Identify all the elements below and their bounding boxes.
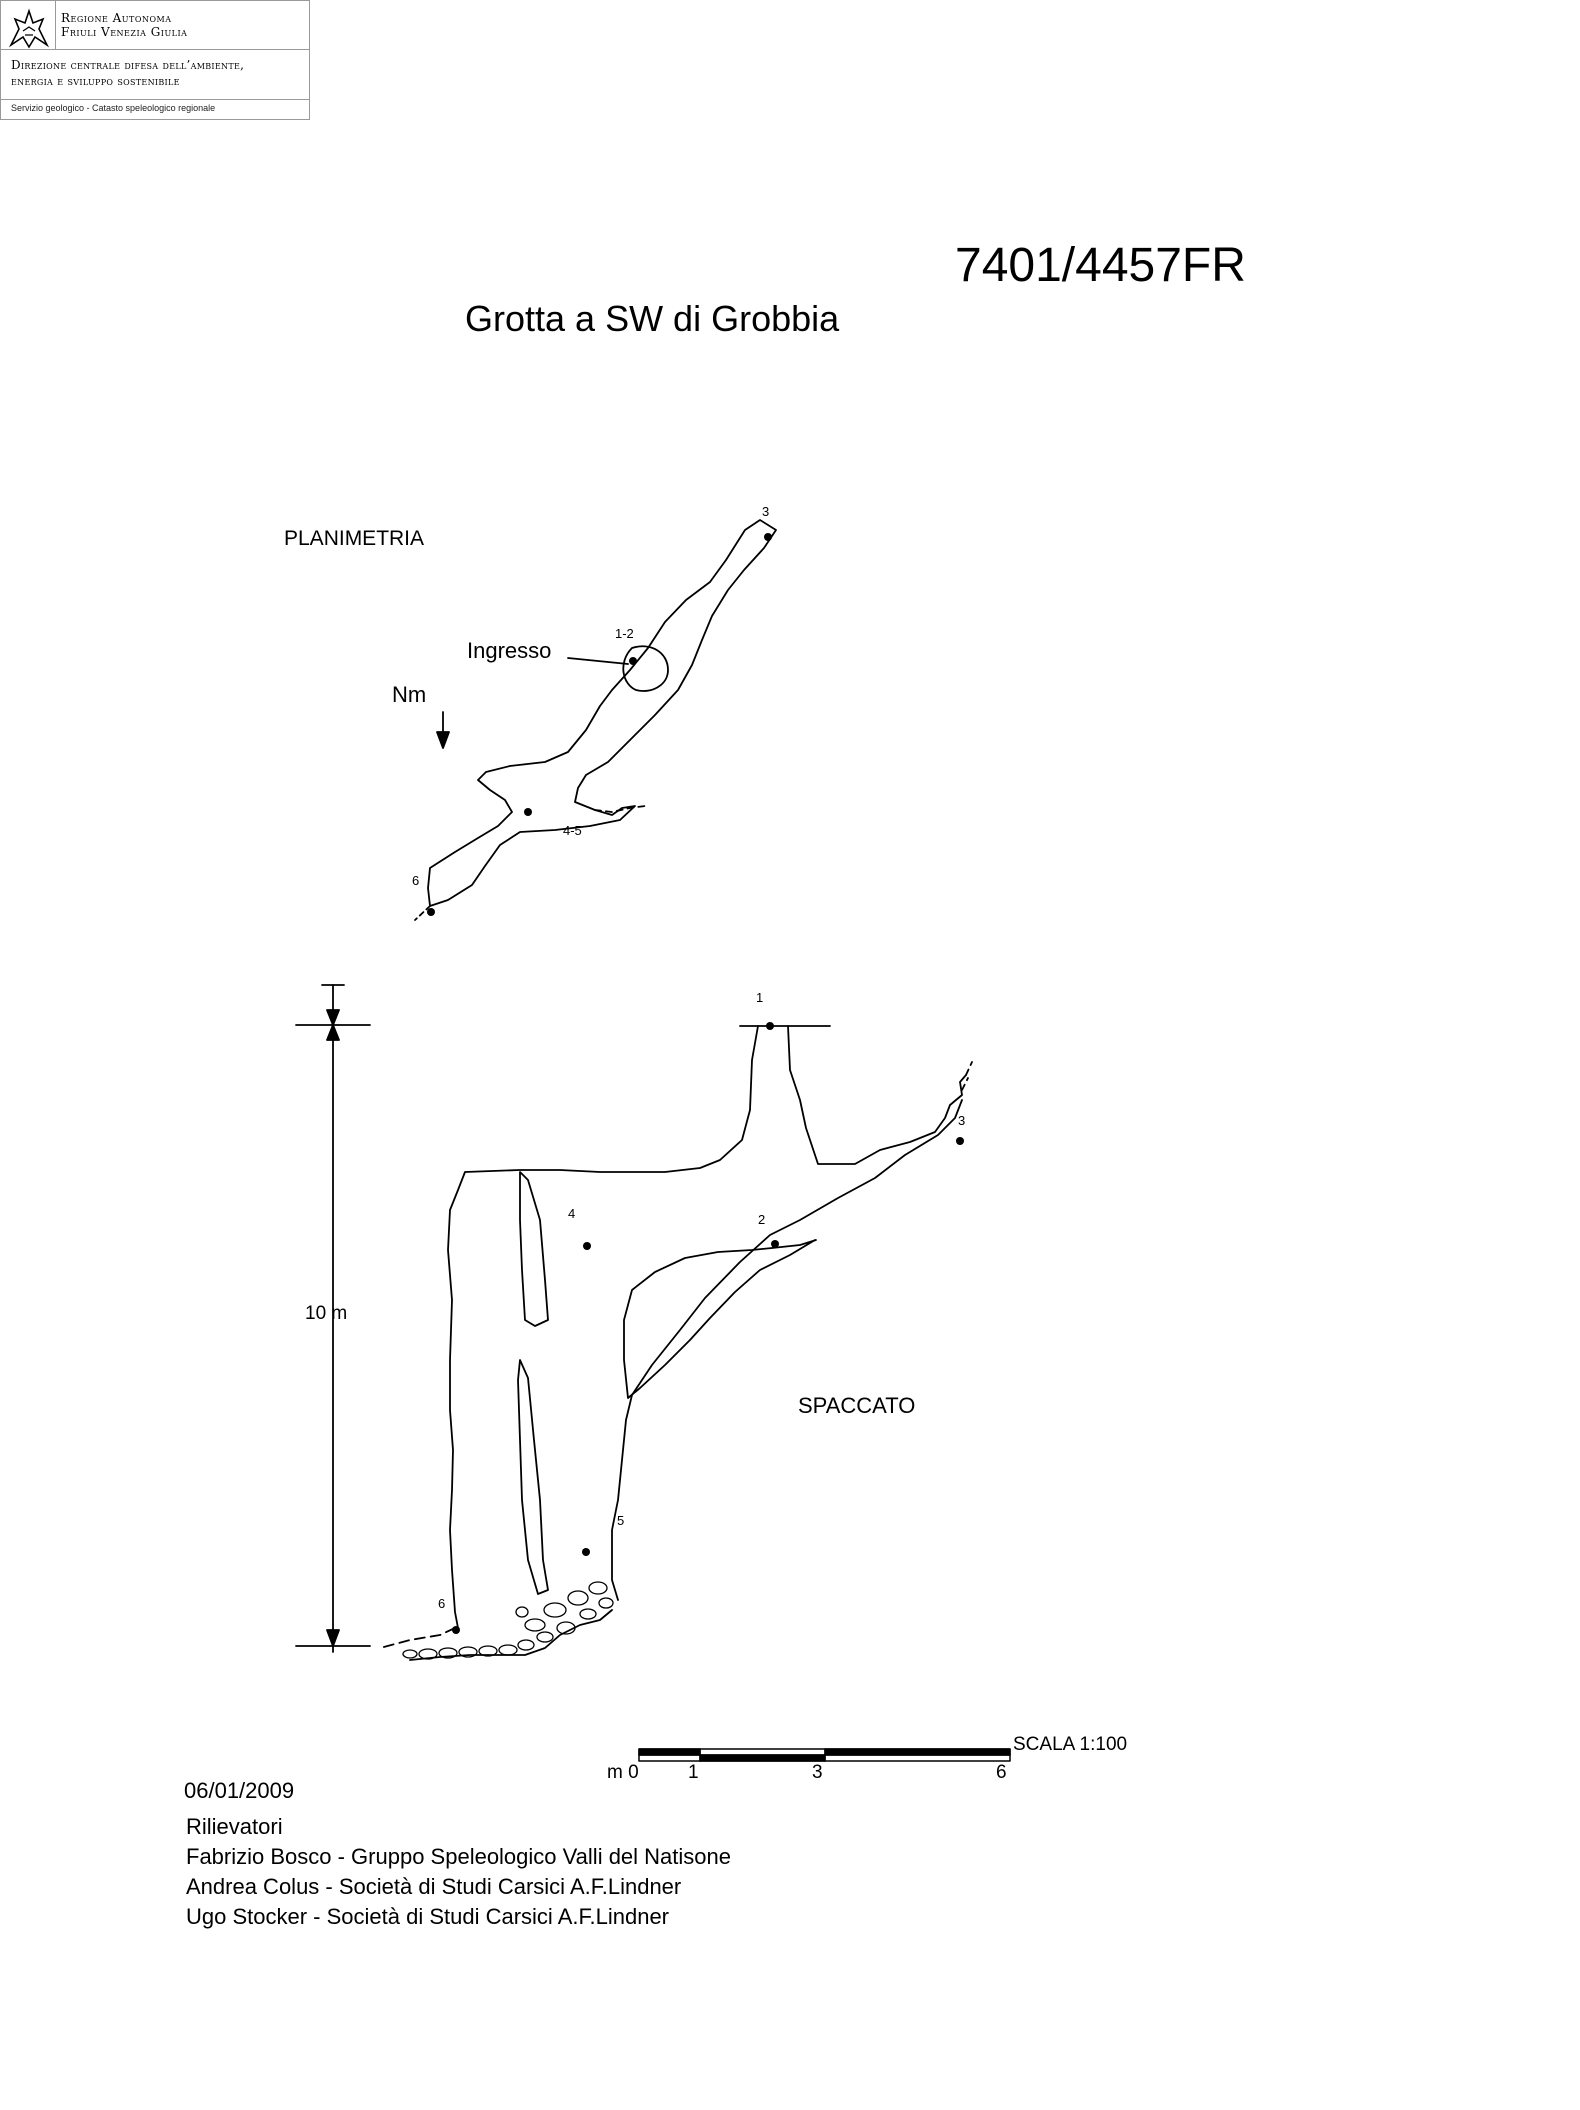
cave-cadastre-code: 7401/4457FR — [955, 239, 1246, 292]
section-station-markers — [452, 1022, 964, 1634]
surveyors-heading: Rilievatori — [186, 1814, 283, 1839]
section-station-label: 6 — [438, 1596, 446, 1611]
scale-label: SCALA 1:100 — [1013, 1734, 1128, 1755]
magnetic-north-label: Nm — [392, 682, 427, 707]
scale-tick-label: 1 — [688, 1762, 699, 1783]
section-view-outline — [380, 1026, 972, 1660]
directorate-line-1: Direzione centrale difesa dell’ambiente, — [11, 58, 245, 72]
scale-tick-label: 6 — [996, 1762, 1007, 1783]
section-station-label: 1 — [756, 990, 764, 1005]
breakdown-rubble — [403, 1582, 613, 1659]
section-station-label: 2 — [758, 1212, 766, 1227]
region-line-1: Regione Autonoma — [61, 11, 172, 25]
plan-view-outline — [415, 520, 776, 920]
plan-station-label: 1-2 — [615, 626, 634, 641]
height-dimension-line — [296, 985, 370, 1652]
plan-station-label: 3 — [762, 504, 770, 519]
section-station-label: 4 — [568, 1206, 576, 1221]
survey-date: 06/01/2009 — [184, 1778, 295, 1803]
entrance-label: Ingresso — [467, 638, 552, 663]
region-line-2: Friuli Venezia Giulia — [61, 25, 188, 39]
section-view-label: SPACCATO — [798, 1393, 916, 1418]
surveyor-line: Fabrizio Bosco - Gruppo Speleologico Valli del Natisone — [186, 1844, 731, 1869]
plan-station-label: 4-5 — [563, 823, 582, 838]
surveyor-line: Ugo Stocker - Società di Studi Carsici A.F.Lindner — [186, 1904, 670, 1929]
surveyor-line: Andrea Colus - Società di Studi Carsici A.F.Lindner — [186, 1874, 682, 1899]
scale-tick-label: m 0 — [607, 1762, 639, 1783]
plan-station-label: 6 — [412, 873, 420, 888]
service-name: Servizio geologico - Catasto speleologico regionale — [11, 103, 216, 113]
height-label: 10 m — [305, 1303, 348, 1324]
scale-tick-label: 3 — [812, 1762, 823, 1783]
plan-view-label: PLANIMETRIA — [284, 527, 425, 550]
directorate-line-2: energia e sviluppo sostenibile — [11, 74, 180, 88]
scale-bar — [639, 1749, 1010, 1761]
plan-station-markers — [427, 533, 772, 916]
section-station-label: 5 — [617, 1513, 625, 1528]
section-station-label: 3 — [958, 1113, 966, 1128]
cave-name-title: Grotta a SW di Grobbia — [465, 298, 840, 339]
